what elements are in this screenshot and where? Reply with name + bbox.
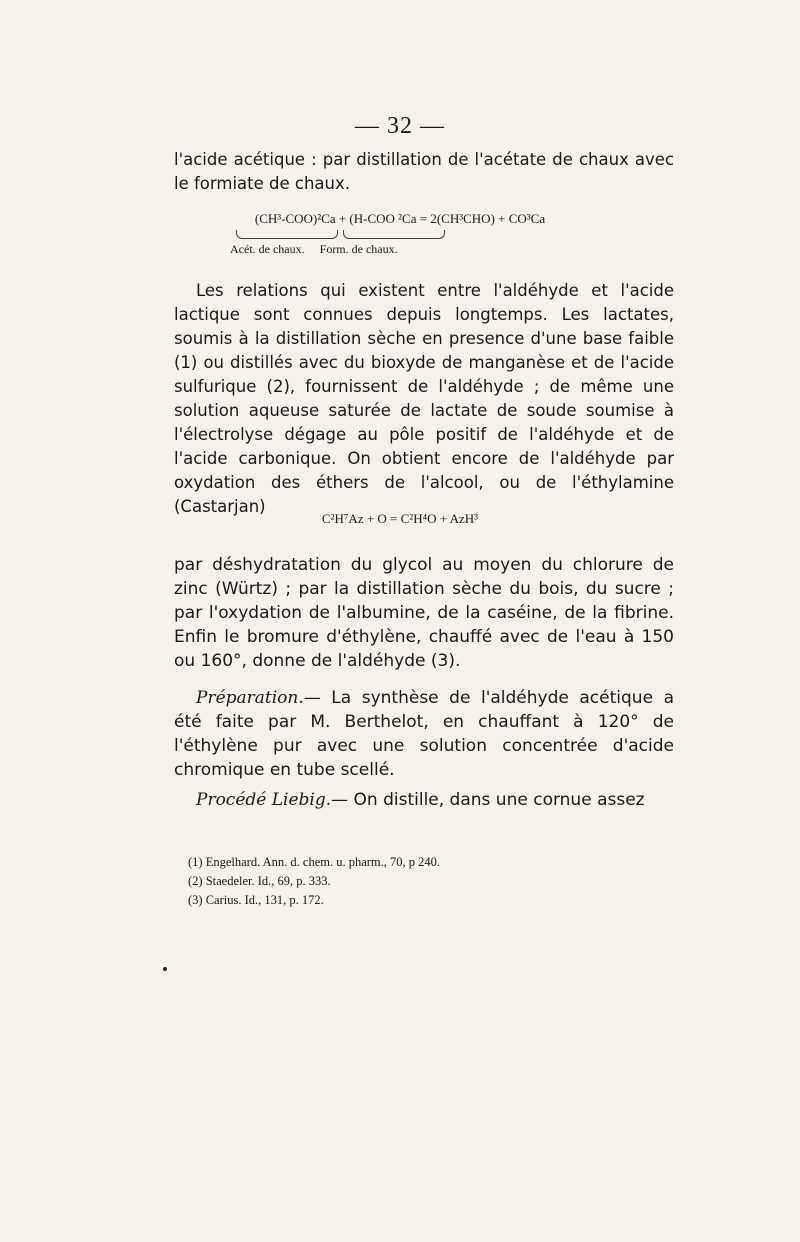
- footnote-2: (2) Staedeler. Id., 69, p. 333.: [188, 874, 331, 888]
- ink-speck: [163, 967, 167, 971]
- formula-ethylamine: C²H⁷Az + O = C²H⁴O + AzH³: [321, 511, 479, 526]
- footnotes: [188, 853, 440, 910]
- formula-labels: [230, 242, 410, 257]
- footnote-3: (3) Carius. Id., 131, p. 172.: [188, 893, 324, 907]
- formula-label-acetate: Acét. de chaux.: [230, 242, 305, 256]
- preparation-text: — La synthèse de l'aldéhyde acétique a été faite par M. Berthelot, en chauffant à 120° de l'éthylène pur avec une solution concentrée d'acide chromique en tube scellé.: [174, 688, 674, 780]
- paragraph-4: [174, 686, 674, 782]
- paragraph-1: l'acide acétique : par distillation de l'acétate de chaux avec le formiate de chaux.: [174, 150, 674, 193]
- text-block-preparation: [174, 686, 674, 812]
- paragraph-2: Les relations qui existent entre l'aldéhyde et l'acide lactique sont connues depuis longtemps. Les lactates, soumis à la distillation sèche en presence d'une base faible (1) ou distillés avec du bioxyde de manganèse et de l'acide sulfurique (2), fournissent de l'aldéhyde ; de même une solution aqueuse saturée de lactate de soude soumise à l'électrolyse dégage au pôle positif de l'aldéhyde et de l'acide carbonique. On obtient encore de l'aldéhyde par oxydation des éthers de l'alcool, ou de l'éthylamine (Castarjan): [174, 281, 674, 516]
- formula-acetate-formiate: (CH³-COO)²Ca + (H-COO ²Ca = 2(CH³CHO) + CO³Ca: [254, 211, 546, 226]
- liebig-heading: Procédé Liebig.: [196, 790, 332, 810]
- paragraph-5: [174, 788, 674, 812]
- page-number: — 32 —: [355, 113, 445, 139]
- footnote-1: (1) Engelhard. Ann. d. chem. u. pharm., 70, p 240.: [188, 855, 441, 869]
- formula-label-formiate: Form. de chaux.: [319, 242, 398, 256]
- liebig-text: — On distille, dans une cornue assez: [331, 790, 645, 810]
- preparation-heading: Préparation.: [196, 688, 304, 708]
- formula-brace-acetate: [236, 230, 338, 239]
- text-block-deshydratation: [174, 553, 674, 673]
- text-block-relations: [174, 279, 674, 519]
- text-block-intro: [174, 148, 674, 196]
- paragraph-3: par déshydratation du glycol au moyen du chlorure de zinc (Würtz) ; par la distillation sèche du bois, du sucre ; par l'oxydation de l'albumine, de la caséine, de la fibrine. Enfin le bromure d'éthylène, chauffé avec de l'eau à 150 ou 160°, donne de l'aldéhyde (3).: [174, 555, 674, 671]
- formula-brace-formiate: [343, 230, 445, 239]
